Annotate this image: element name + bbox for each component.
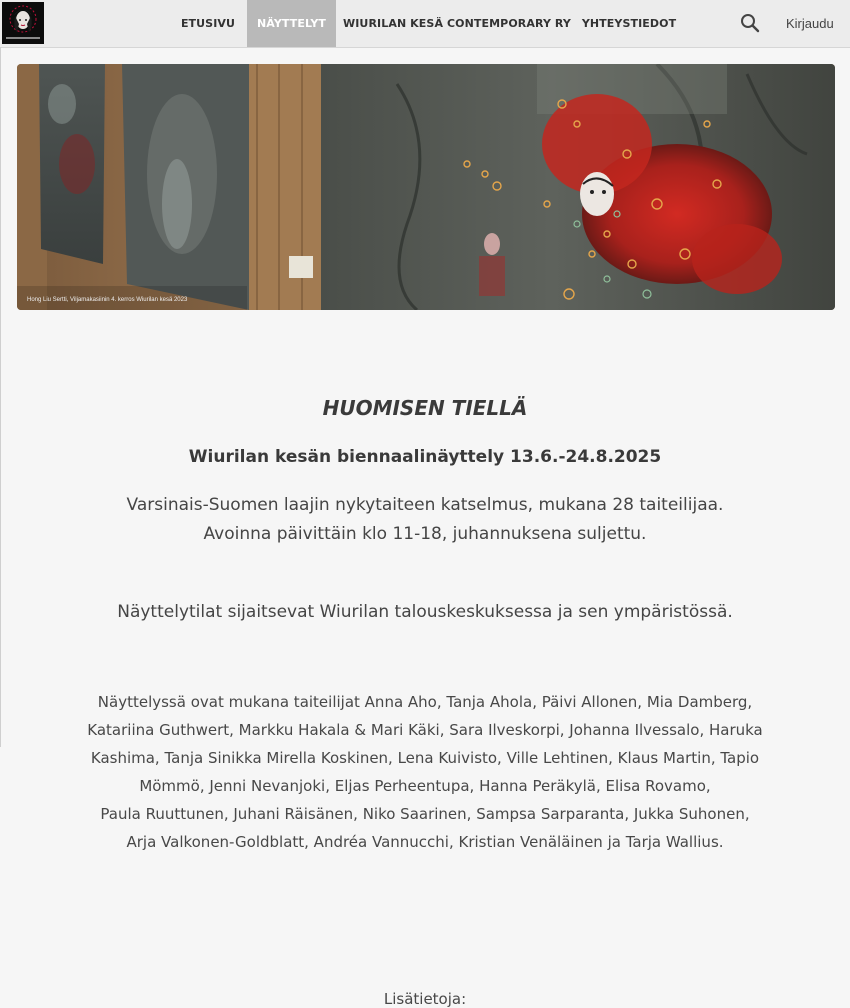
login-link[interactable]: Kirjaudu — [786, 16, 834, 31]
hero-caption: Hong Liu Sertti, Viljamakasiinin 4. kerros Wiurilan kesä 2023 — [27, 297, 188, 303]
artists-line: Näyttelyssä ovat mukana taiteilijat Anna Aho, Tanja Ahola, Päivi Allonen, Mia Damberg, — [97, 693, 753, 711]
intro-line-2: Avoinna päivittäin klo 11-18, juhannuksena suljettu. — [203, 524, 647, 544]
artists-line: Kashima, Tanja Sinikka Mirella Koskinen, Lena Kuivisto, Ville Lehtinen, Klaus Martin, Tapio — [90, 749, 760, 767]
nav-item-wiurilan-kesa-contemporary[interactable]: WIURILAN KESÄ CONTEMPORARY RY — [343, 17, 571, 30]
nav-item-nayttelyt[interactable]: NÄYTTELYT — [247, 0, 336, 47]
intro-line-1: Varsinais-Suomen laajin nykytaiteen katselmus, mukana 28 taiteilijaa. — [126, 495, 724, 515]
location-text: Näyttelytilat sijaitsevat Wiurilan talouskeskuksessa ja sen ympäristössä. — [117, 602, 733, 622]
artists-line: Katariina Guthwert, Markku Hakala & Mari Käki, Sara Ilveskorpi, Johanna Ilvessalo, Haruka — [87, 721, 763, 739]
hero-banner-image — [17, 64, 835, 310]
page-title: HUOMISEN TIELLÄ — [322, 396, 528, 420]
top-navigation — [0, 0, 850, 48]
artists-line: Paula Ruuttunen, Juhani Räisänen, Niko Saarinen, Sampsa Sarparanta, Jukka Suhonen, — [100, 805, 750, 823]
nav-item-etusivu[interactable]: ETUSIVU — [180, 17, 236, 30]
artists-line: Arja Valkonen-Goldblatt, Andréa Vannucchi, Kristian Venäläinen ja Tarja Wallius. — [126, 833, 724, 851]
more-info-label: Lisätietoja: — [383, 990, 467, 1008]
site-logo[interactable] — [2, 2, 44, 44]
search-icon[interactable] — [740, 13, 760, 33]
artists-line: Mömmö, Jenni Nevanjoki, Eljas Perheentupa, Hanna Peräkylä, Elisa Rovamo, — [139, 777, 711, 795]
nav-item-yhteystiedot[interactable]: YHTEYSTIEDOT — [581, 17, 677, 30]
exhibition-subtitle: Wiurilan kesän biennaalinäyttely 13.6.-24.8.2025 — [188, 447, 662, 467]
artists-paragraph — [60, 688, 790, 856]
